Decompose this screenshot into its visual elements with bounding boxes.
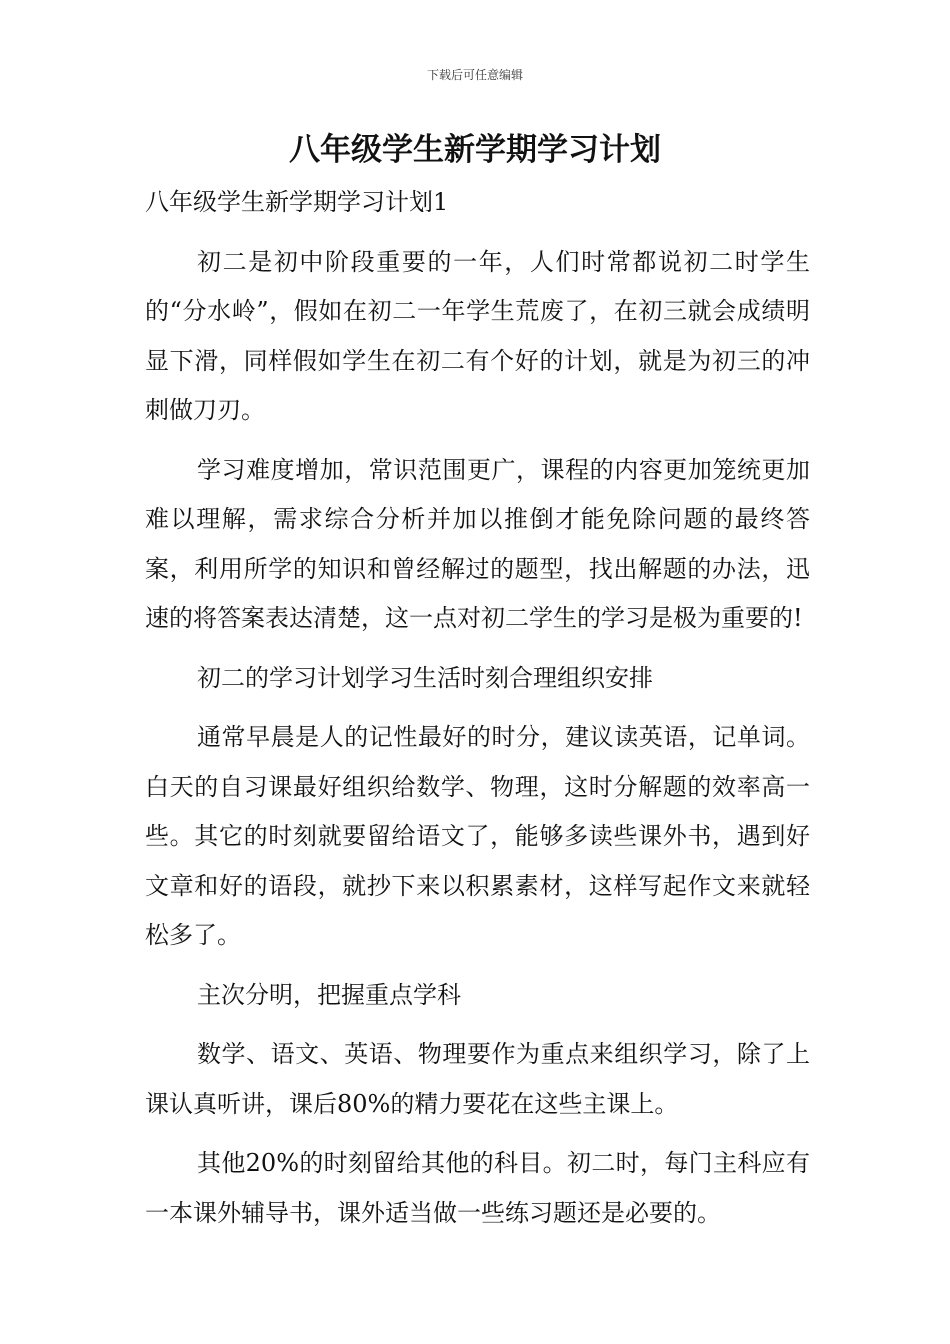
paragraph-heading-schedule: 初二的学习计划学习生活时刻合理组织安排 [197,663,653,692]
paragraph-heading-priority: 主次分明，把握重点学科 [197,980,461,1009]
section-subtitle: 八年级学生新学期学习计划1 [145,188,449,216]
paragraph-schedule: 通常早晨是人的记性最好的时分，建议读英语，记单词。白天的自习课最好组织给数学、物理，这时分解题的效率高一些。其它的时刻就要留给语文了，能够多读些课外书，遇到好文章和好的语段，就抄下来以积累素材，这样写起作文来就轻松多了。 [145,723,810,949]
document-title: 八年级学生新学期学习计划 [289,132,661,168]
paragraph-other-subjects: 其他20%的时刻留给其他的科目。初二时，每门主科应有一本课外辅导书，课外适当做一些练习题还是必要的。 [145,1149,810,1227]
paragraph-difficulty: 学习难度增加，常识范围更广，课程的内容更加笼统更加难以理解，需求综合分析并加以推倒才能免除问题的最终答案，利用所学的知识和曾经解过的题型，找出解题的办法，迅速的将答案表达清楚，这一点对初二学生的学习是极为重要的! [145,455,810,632]
paragraph-intro: 初二是初中阶段重要的一年，人们时常都说初二时学生的“分水岭”，假如在初二一年学生荒废了，在初三就会成绩明显下滑，同样假如学生在初二有个好的计划，就是为初三的冲刺做刀刃。 [145,247,810,424]
header-note: 下载后可任意编辑 [426,68,523,82]
document-body [145,178,810,1238]
paragraph-priority: 数学、语文、英语、物理要作为重点来组织学习，除了上课认真听讲，课后80%的精力要花在这些主课上。 [145,1040,810,1118]
